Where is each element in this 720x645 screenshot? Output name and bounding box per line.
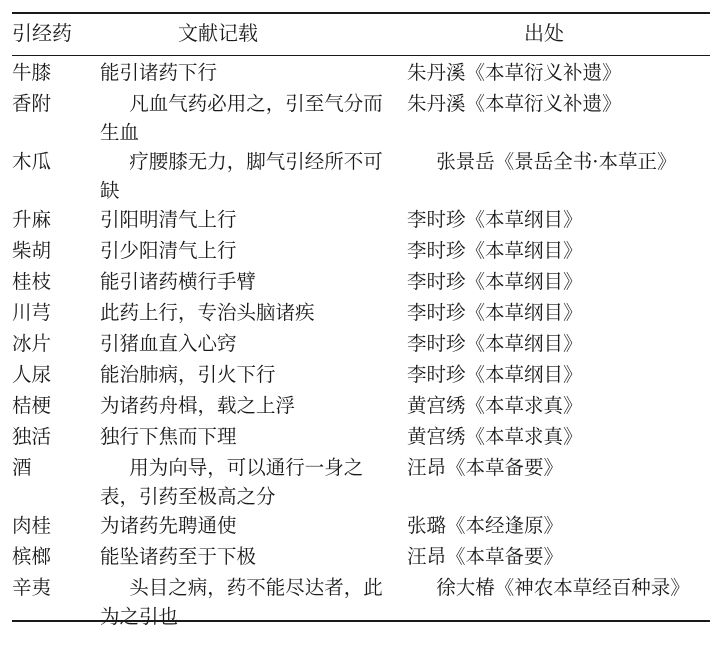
source-cell: 李时珍《本草纲目》 [407, 270, 583, 293]
source-cell: 汪昂《本草备要》 [407, 545, 564, 568]
table-body [12, 58, 710, 631]
table-row [12, 511, 710, 542]
source-cell: 张璐《本经逢原》 [407, 514, 564, 537]
herb-cell: 独活 [12, 425, 52, 448]
table-row [12, 267, 710, 298]
record-cell: 疗腰膝无力，脚气引经所不可缺 [100, 150, 383, 202]
header-record: 文献记载 [178, 21, 258, 45]
record-cell: 此药上行，专治头脑诸疾 [100, 301, 315, 324]
herb-cell: 香附 [12, 92, 52, 115]
herb-cell: 川芎 [12, 301, 52, 324]
table-row [12, 329, 710, 360]
herb-cell: 辛夷 [12, 576, 52, 599]
herb-cell: 肉桂 [12, 514, 52, 537]
record-cell: 引阳明清气上行 [100, 208, 237, 231]
header-source: 出处 [524, 21, 564, 45]
table-row [12, 453, 710, 511]
herb-cell: 牛膝 [12, 61, 52, 84]
top-rule [12, 12, 710, 14]
table-row [12, 89, 710, 147]
source-cell: 徐大椿《神农本草经百种录》 [436, 576, 690, 599]
bottom-rule [12, 620, 710, 622]
record-cell: 用为向导，可以通行一身之表，引药至极高之分 [100, 456, 364, 508]
herb-cell: 桔梗 [12, 394, 52, 417]
table-row [12, 58, 710, 89]
source-cell: 李时珍《本草纲目》 [407, 239, 583, 262]
table-row [12, 147, 710, 205]
source-cell: 李时珍《本草纲目》 [407, 332, 583, 355]
header-rule [12, 55, 710, 56]
table-row [12, 236, 710, 267]
herb-cell: 木瓜 [12, 150, 52, 173]
record-cell: 引少阳清气上行 [100, 239, 237, 262]
source-cell: 张景岳《景岳全书·本草正》 [436, 150, 677, 173]
table-row [12, 205, 710, 236]
source-cell: 李时珍《本草纲目》 [407, 208, 583, 231]
table-row [12, 542, 710, 573]
record-cell: 能坠诸药至于下极 [100, 545, 257, 568]
record-cell: 为诸药先聘通使 [100, 514, 237, 537]
source-cell: 李时珍《本草纲目》 [407, 301, 583, 324]
herb-cell: 桂枝 [12, 270, 52, 293]
table-row [12, 360, 710, 391]
record-cell: 为诸药舟楫，载之上浮 [100, 394, 296, 417]
record-cell: 能引诸药横行手臂 [100, 270, 257, 293]
source-cell: 黄宫绣《本草求真》 [407, 425, 583, 448]
table-row [12, 298, 710, 329]
table-row [12, 391, 710, 422]
source-cell: 朱丹溪《本草衍义补遗》 [407, 92, 622, 115]
table-row [12, 573, 710, 631]
source-cell: 李时珍《本草纲目》 [407, 363, 583, 386]
source-cell: 黄宫绣《本草求真》 [407, 394, 583, 417]
herb-cell: 柴胡 [12, 239, 52, 262]
herb-cell: 槟榔 [12, 545, 52, 568]
herb-cell: 升麻 [12, 208, 52, 231]
herb-cell: 人尿 [12, 363, 52, 386]
record-cell: 能引诸药下行 [100, 61, 218, 84]
table-row [12, 422, 710, 453]
record-cell: 引猪血直入心窍 [100, 332, 237, 355]
record-cell: 独行下焦而下理 [100, 425, 237, 448]
record-cell: 凡血气药必用之，引至气分而生血 [100, 92, 383, 144]
herb-cell: 酒 [12, 456, 32, 479]
record-cell: 头目之病，药不能尽达者，此为之引也 [100, 576, 383, 628]
record-cell: 能治肺病，引火下行 [100, 363, 276, 386]
herb-cell: 冰片 [12, 332, 52, 355]
source-cell: 汪昂《本草备要》 [407, 456, 564, 479]
source-cell: 朱丹溪《本草衍义补遗》 [407, 61, 622, 84]
header-herb: 引经药 [12, 21, 72, 45]
